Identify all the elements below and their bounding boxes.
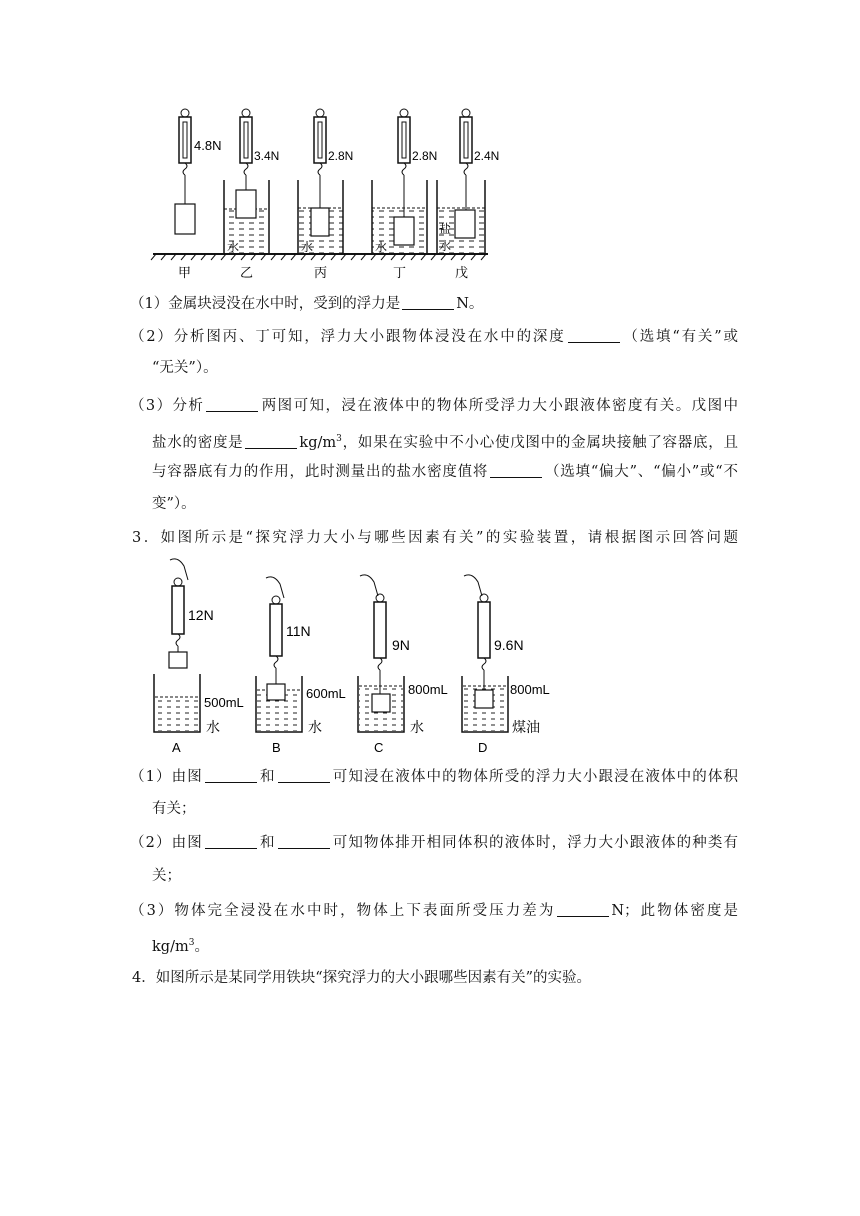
q2-p2-choice: （选填“有关”或: [621, 329, 738, 345]
reading-wu: 2.4N: [474, 149, 500, 163]
q2-p3-text-3: 盐水的密度是: [152, 435, 244, 451]
reading-jia: 4.8N: [194, 138, 222, 153]
answer-blank[interactable]: [205, 768, 257, 783]
caption-bing: 丙: [314, 265, 328, 280]
caption-d: D: [478, 740, 488, 755]
superscript-3: 3: [188, 938, 195, 948]
q2-part-2: [130, 327, 738, 347]
figure-2-svg: [148, 554, 568, 759]
q2-p3-text-4: ，如果在实验中不小心使戊图中的金属块接触了容器底，且: [341, 435, 739, 451]
liquid-label-bing: 水: [301, 240, 314, 254]
q3-part-3: [130, 901, 738, 921]
reading-yi: 3.4N: [254, 149, 280, 163]
reading-b: 11N: [286, 623, 311, 639]
answer-blank[interactable]: [206, 397, 258, 412]
q3-p1-text-2: 可知浸在液体中的物体所受的浮力大小跟浸在液体中的体积: [331, 769, 738, 785]
reading-bing: 2.8N: [328, 149, 354, 163]
liquid-label-wu-2: 水: [439, 239, 452, 253]
q2-p1-unit: N。: [456, 296, 484, 312]
superscript-3: 3: [336, 434, 342, 444]
q2-p3-text: （3）分析: [130, 398, 205, 414]
scale-yi: [224, 109, 269, 254]
q3-part-2-cont: [152, 866, 762, 886]
q2-p2-text: （2）分析图丙、丁可知，浮力大小跟物体浸没在水中的深度: [130, 329, 566, 345]
liquid-a: 水: [206, 719, 220, 735]
caption-b: B: [272, 740, 281, 755]
caption-jia: 甲: [178, 265, 192, 280]
q2-p3-unit: kg/m: [299, 435, 337, 451]
q3-p3-unit: kg/m: [152, 939, 189, 955]
q3-p1-cont: 有关；: [152, 801, 196, 817]
answer-blank[interactable]: [278, 768, 330, 783]
liquid-b: 水: [308, 719, 322, 735]
volume-a: 500mL: [204, 695, 244, 710]
scale-ding: [372, 109, 427, 254]
answer-blank[interactable]: [568, 328, 620, 343]
answer-blank[interactable]: [278, 834, 330, 849]
q2-part-2-cont: [152, 358, 762, 378]
reading-a: 12N: [188, 607, 214, 623]
q2-p3-text-2: 两图可知，浸在液体中的物体所受浮力大小跟液体密度有关。戊图中: [260, 398, 738, 414]
figure-1-svg: [148, 100, 708, 285]
q3-p2-text-2: 可知物体排开相同体积的液体时，浮力大小跟液体的种类有: [331, 835, 738, 851]
q2-part-3-line2: [152, 429, 738, 453]
liquid-label-wu-1: 盐: [439, 222, 452, 236]
setup-a: [154, 559, 200, 732]
caption-a: A: [172, 740, 181, 755]
q2-p3-text-5: 与容器底有力的作用，此时测量出的盐水密度值将: [152, 464, 489, 480]
reading-c: 9N: [392, 637, 410, 653]
q3-p3-end: 。: [194, 939, 209, 955]
q3-stem-text: 3．如图所示是“探究浮力大小与哪些因素有关”的实验装置，请根据图示回答问题: [132, 530, 738, 546]
scale-jia: [175, 109, 195, 234]
q2-p1-text: （1）金属块浸没在水中时，受到的浮力是: [130, 296, 401, 312]
q3-p1-and: 和: [258, 769, 276, 785]
setup-b: [256, 577, 302, 732]
reading-ding: 2.8N: [412, 149, 438, 163]
liquid-d: 煤油: [512, 719, 540, 735]
volume-b: 600mL: [306, 686, 346, 701]
q3-p2-and: 和: [258, 835, 276, 851]
q2-part-1: [130, 294, 740, 314]
q3-p3-text-2: N；此物体密度是: [611, 903, 738, 919]
q3-p1-text: （1）由图: [130, 769, 203, 785]
q3-stem: [132, 528, 738, 548]
setup-c: [358, 575, 404, 732]
figure-buoyancy-experiment-2: [148, 554, 568, 759]
q2-p3-cont: 变”）。: [152, 496, 196, 512]
q3-part-1: [130, 767, 738, 787]
q3-p3-text: （3）物体完全浸没在水中时，物体上下表面所受压力差为: [130, 903, 556, 919]
caption-wu: 戊: [455, 265, 469, 280]
answer-blank[interactable]: [490, 463, 542, 478]
q2-p2-cont: “无关”）。: [152, 360, 218, 376]
liquid-c: 水: [410, 719, 424, 735]
q3-p2-cont: 关；: [152, 868, 181, 884]
volume-c: 800mL: [408, 682, 448, 697]
q4-stem: [132, 968, 742, 988]
q4-stem-text: 4．如图所示是某同学用铁块“探究浮力的大小跟哪些因素有关”的实验。: [132, 970, 592, 986]
volume-d: 800mL: [510, 682, 550, 697]
scale-bing: [298, 109, 343, 254]
q2-part-3-line3: [152, 462, 738, 482]
answer-blank[interactable]: [402, 295, 454, 310]
q3-part-3-cont: [152, 933, 762, 957]
liquid-label-ding: 水: [375, 240, 388, 254]
answer-blank[interactable]: [245, 434, 297, 449]
q2-part-3-line4: [152, 494, 762, 514]
caption-ding: 丁: [393, 265, 407, 280]
liquid-label-yi: 水: [227, 240, 240, 254]
answer-blank[interactable]: [557, 902, 609, 917]
q3-part-1-cont: [152, 799, 762, 819]
q3-p2-text: （2）由图: [130, 835, 203, 851]
setup-d: [462, 575, 508, 732]
q2-p3-choice: （选填“偏大”、“偏小”或“不: [544, 464, 738, 480]
q2-part-3: [130, 396, 738, 416]
figure-buoyancy-experiment-1: [148, 100, 708, 285]
caption-c: C: [374, 740, 384, 755]
reading-d: 9.6N: [494, 637, 524, 653]
caption-yi: 乙: [240, 265, 254, 280]
answer-blank[interactable]: [205, 834, 257, 849]
q3-part-2: [130, 833, 738, 853]
